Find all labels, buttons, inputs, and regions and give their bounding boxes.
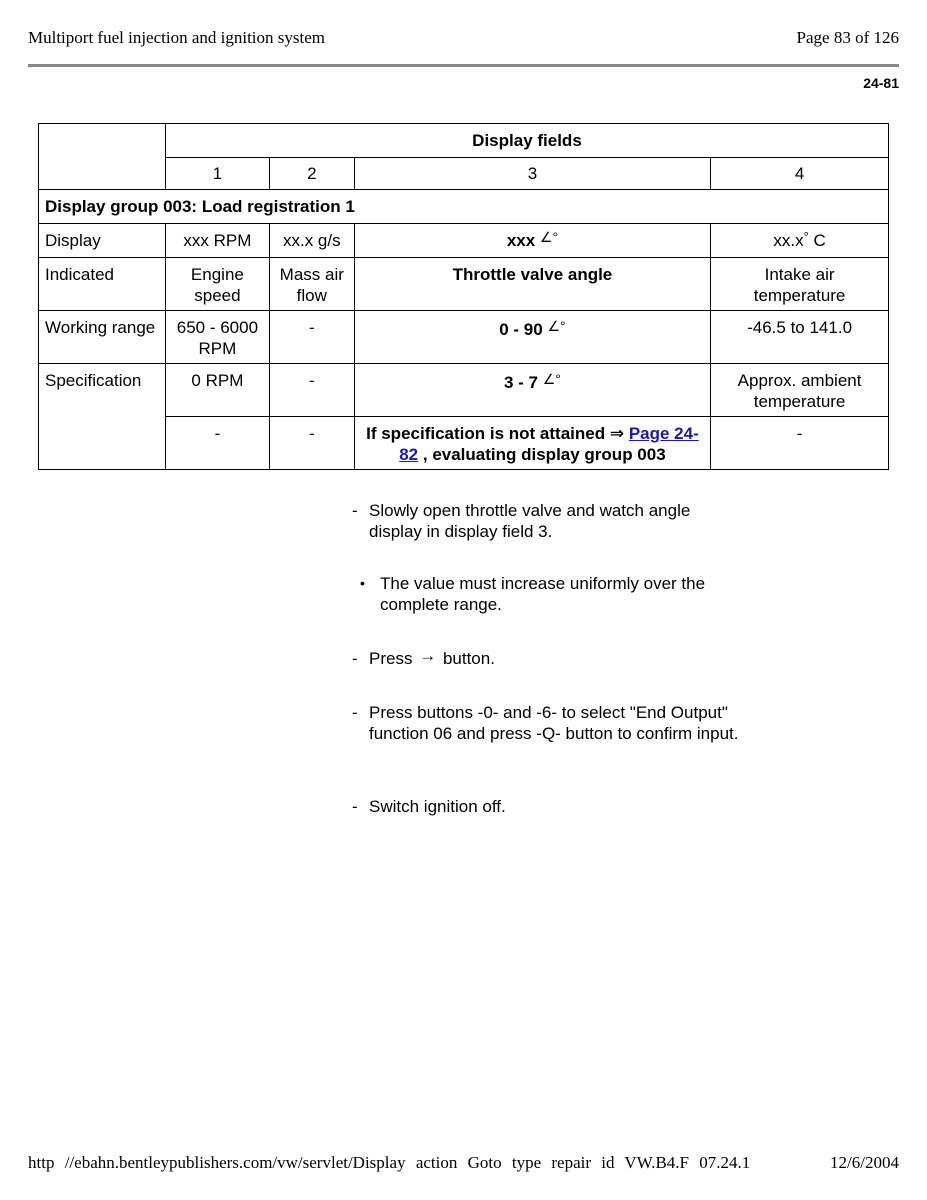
degree-symbol: ° (803, 228, 809, 244)
column-numbers-row (39, 158, 889, 190)
dash-marker: - (352, 797, 358, 816)
group-title-row (39, 190, 889, 224)
working-range-field-1: 650 - 6000 RPM (165, 311, 269, 364)
step-open-throttle (352, 500, 772, 542)
header-corner-cell (39, 124, 166, 190)
specification-field-2: - (269, 364, 354, 417)
footer-url: http //ebahn.bentleypublishers.com/vw/servlet/Display action Goto type repair id VW.B4.F 07.24.1 (28, 1153, 751, 1172)
specification-field-3-value: 3 - 7 (503, 373, 539, 392)
bullet-marker: • (360, 575, 365, 591)
working-range-field-3-value: 0 - 90 (499, 320, 543, 339)
specification-field-3 (354, 364, 710, 417)
working-range-field-3 (354, 311, 710, 364)
header-divider (28, 64, 899, 67)
column-number-4: 4 (711, 158, 889, 190)
remedy-field-3 (354, 417, 710, 470)
page-indicator: Page 83 of 126 (796, 28, 899, 47)
section-number: 24-81 (863, 75, 899, 91)
remedy-field-2: - (269, 417, 354, 470)
step-press-arrow-button (352, 648, 772, 669)
display-field-3 (354, 224, 710, 258)
column-number-3: 3 (354, 158, 710, 190)
display-field-1: xxx RPM (165, 224, 269, 258)
step-text-after: button. (442, 649, 495, 668)
display-field-3-value: xxx (506, 230, 536, 250)
indicated-field-2: Mass air flow (269, 258, 354, 311)
step-text-before: Press (369, 649, 413, 668)
display-group-title: Display group 003: Load registration 1 (39, 190, 889, 224)
display-fields-header: Display fields (165, 124, 888, 158)
specification-field-4: Approx. ambient temperature (711, 364, 889, 417)
angle-degree-icon: ∠° (547, 318, 566, 334)
indicated-field-3: Throttle valve angle (354, 258, 710, 311)
step-switch-ignition-off (352, 796, 772, 817)
step-end-output (352, 702, 772, 744)
footer-date: 12/6/2004 (830, 1153, 899, 1172)
table-header-row (39, 124, 889, 158)
angle-degree-icon: ∠° (542, 371, 561, 387)
remedy-text-suffix: , evaluating display group 003 (422, 445, 666, 464)
working-range-field-2: - (269, 311, 354, 364)
table-row (39, 258, 889, 311)
column-number-2: 2 (269, 158, 354, 190)
row-label-specification: Specification (39, 364, 166, 470)
step-text: Press buttons -0- and -6- to select "End Output" function 06 and press -Q- button to confirm input. (369, 703, 739, 743)
page-24-82-link[interactable]: Page 24-82 (399, 424, 699, 464)
arrow-right-icon: → (419, 646, 437, 665)
table-row (39, 224, 889, 258)
remedy-field-4: - (711, 417, 889, 470)
display-field-4-unit: C (813, 230, 826, 250)
dash-marker: - (352, 501, 358, 520)
dash-marker: - (352, 649, 358, 668)
display-group-table (38, 123, 889, 470)
step-text (369, 648, 772, 669)
angle-degree-icon: ∠° (539, 228, 559, 245)
working-range-field-4: -46.5 to 141.0 (711, 311, 889, 364)
column-number-1: 1 (165, 158, 269, 190)
display-field-4 (711, 224, 889, 258)
document-title: Multiport fuel injection and ignition system (28, 28, 325, 47)
step-text: Slowly open throttle valve and watch angle display in display field 3. (369, 501, 691, 541)
table-row (39, 364, 889, 417)
specification-field-1: 0 RPM (165, 364, 269, 417)
note-text: The value must increase uniformly over the complete range. (380, 574, 706, 614)
row-label-indicated: Indicated (39, 258, 166, 311)
indicated-field-4: Intake air temperature (711, 258, 889, 311)
remedy-text: If specification is not attained ⇒ (366, 424, 625, 443)
dash-marker: - (352, 703, 358, 722)
table-row (39, 417, 889, 470)
display-field-2: xx.x g/s (269, 224, 354, 258)
remedy-field-1: - (165, 417, 269, 470)
row-label-display: Display (39, 224, 166, 258)
table-row (39, 311, 889, 364)
display-field-4-value: xx.x (773, 230, 804, 250)
indicated-field-1: Engine speed (165, 258, 269, 311)
step-text: Switch ignition off. (369, 797, 506, 816)
row-label-working-range: Working range (39, 311, 166, 364)
note-value-increase (352, 573, 772, 615)
